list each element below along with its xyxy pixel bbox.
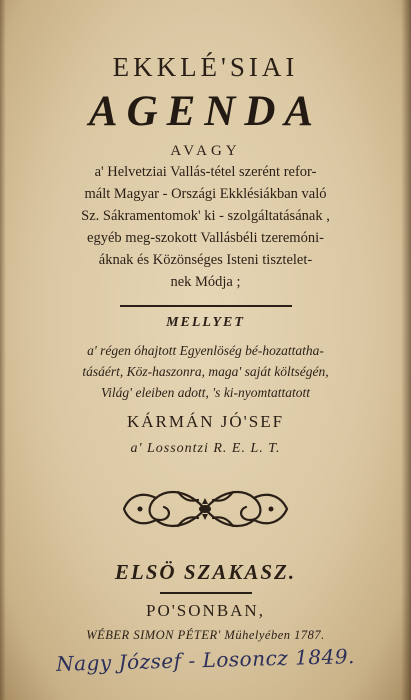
author-name: KÁRMÁN JÓ'SEF [126,412,285,431]
title-line-1: EKKLÉ'SIAI [112,52,299,82]
divider-rule-small [160,592,252,594]
subtitle-line: a' régen óhajtott Egyenlöség bé-hozattatha- [87,343,324,358]
body-line: a' Helvetziai Vallás-tétel szerént refor- [94,164,317,180]
body-line: mált Magyar - Országi Ekklésiákban való [84,186,327,202]
body-line: egyéb meg-szokott Vallásbéli tzeremóni- [87,230,324,246]
imprint-place: PO'SONBAN, [146,601,265,620]
author-affiliation: a' Lossontzi R. E. L. T. [130,441,281,456]
imprint-printer: WÉBER SIMON PÉTER' Mühelyében 1787. [86,628,325,642]
body-line: Sz. Sákramentomok' ki - szolgáltatásának , [81,208,330,224]
body-line: nek Módja ; [170,274,241,290]
divider-rule [120,305,292,307]
mellyet-heading: MELLYET [166,315,245,330]
subtitle-line: tásáért, Köz-haszonra, maga' saját költségén, [82,364,329,379]
title-line-3: AVAGY [170,143,241,159]
ornament-vignette-icon [118,480,293,538]
part-heading: ELSÖ SZAKASZ. [114,560,297,584]
title-line-2: AGENDA [88,88,323,135]
subtitle-line: Világ' eleiben adott, 's ki-nyomtattatott [100,385,311,400]
body-line: áknak és Közönséges Isteni tisztelet- [98,252,313,268]
handwritten-inscription: Nagy József - Losoncz 1849. [55,644,356,676]
